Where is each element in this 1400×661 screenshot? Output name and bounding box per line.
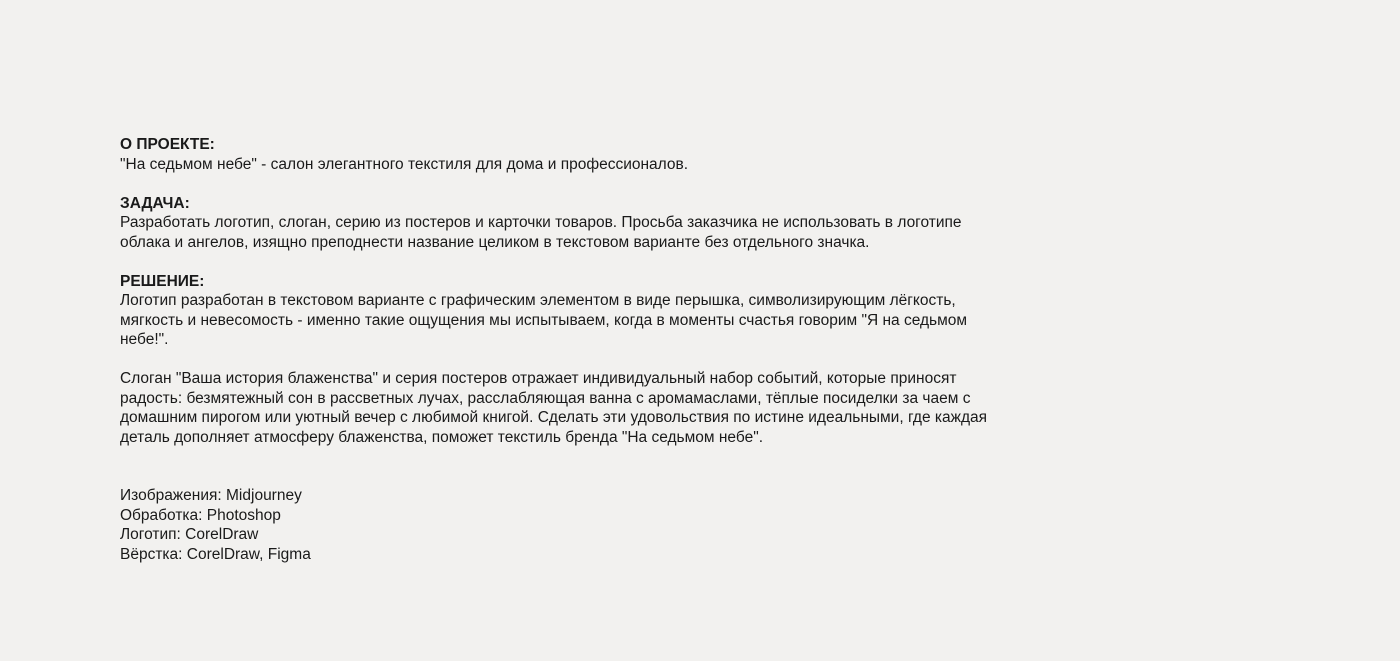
task-text: Разработать логотип, слоган, серию из постеров и карточки товаров. Просьба заказчика не использовать в логотипе облака и ангелов, изящно преподнести название целиком в текстовом варианте без отдельного значка. (120, 214, 962, 251)
task-heading: ЗАДАЧА: (120, 194, 190, 212)
credits-list (120, 486, 1120, 564)
solution-heading: РЕШЕНИЕ: (120, 272, 205, 290)
credit-processing: Обработка: Photoshop (120, 506, 281, 524)
credit-images: Изображения: Midjourney (120, 487, 302, 504)
solution-section (120, 272, 1120, 350)
credit-layout: Вёрстка: CorelDraw, Figma (120, 545, 311, 563)
solution-text: Логотип разработан в текстовом варианте с графическим элементом в виде перышка, символизирующим лёгкость, мягкость и невесомость - именно такие ощущения мы испытываем, когда в моменты счастья говорим "Я на седьмом небе!". (120, 292, 968, 348)
task-section (120, 194, 1120, 253)
slogan-section (120, 369, 1120, 447)
about-heading: О ПРОЕКТЕ: (120, 136, 215, 153)
slogan-text: Слоган "Ваша история блаженства" и серия постеров отражает индивидуальный набор событий, которые приносят радость: безмятежный сон в рассветных лучах, расслабляющая ванна с аромамаслами, тёплые посиделки за чаем с домашним пирогом или уютный вечер с любимой книгой. Сделать эти удовольствия по истине идеальными, где каждая деталь дополняет атмосферу блаженства, поможет текстиль бренда "На седьмом небе". (120, 370, 988, 446)
about-section (120, 135, 1120, 174)
about-text: "На седьмом небе" - салон элегантного текстиля для дома и профессионалов. (120, 155, 689, 173)
project-description (120, 135, 1120, 564)
credit-logo: Логотип: CorelDraw (120, 526, 259, 543)
